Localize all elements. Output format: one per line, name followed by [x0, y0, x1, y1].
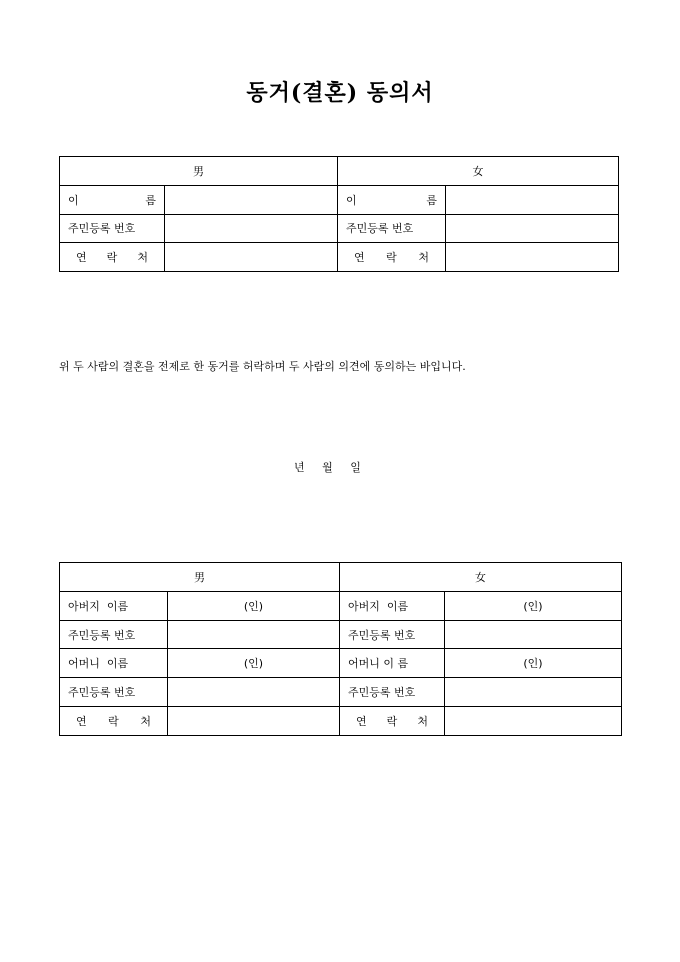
female-header: 女 — [338, 157, 619, 186]
table-row — [60, 157, 619, 186]
parents-info-table — [59, 562, 622, 736]
male-parents-contact-field[interactable] — [168, 707, 340, 736]
table-row — [60, 678, 622, 707]
male-father-id-field[interactable] — [168, 620, 340, 649]
female-contact-label: 연 락 처 — [338, 243, 446, 272]
female-parents-contact-label: 연 락 처 — [340, 707, 445, 736]
seal-mark: (인) — [523, 599, 543, 613]
seal-mark: (인) — [523, 657, 543, 671]
table-row — [60, 649, 622, 678]
month-label: 월 — [322, 461, 333, 474]
table-row — [60, 214, 619, 243]
female-father-name-label: 아버지 이름 — [340, 591, 445, 620]
table-row — [60, 243, 619, 272]
male-father-name-label: 아버지 이름 — [60, 591, 168, 620]
seal-mark: (인) — [243, 599, 264, 613]
table-row — [60, 563, 622, 592]
male-name-label: 이 름 — [60, 185, 165, 214]
female-parents-contact-field[interactable] — [445, 707, 622, 736]
male-contact-field[interactable] — [165, 243, 338, 272]
table-row — [60, 185, 619, 214]
male-father-name-field[interactable] — [168, 591, 340, 620]
male-header: 男 — [60, 157, 338, 186]
female-mother-id-field[interactable] — [445, 678, 622, 707]
male-name-field[interactable] — [165, 185, 338, 214]
female-mother-id-label: 주민등록 번호 — [340, 678, 445, 707]
male-parents-header: 男 — [60, 563, 340, 592]
consent-statement: 위 두 사람의 결혼을 전제로 한 동거를 허락하며 두 사람의 의견에 동의하는 바입니다. — [59, 360, 466, 373]
seal-mark: (인) — [243, 657, 264, 671]
table-row — [60, 620, 622, 649]
male-father-id-label: 주민등록 번호 — [60, 620, 168, 649]
female-mother-name-field[interactable] — [445, 649, 622, 678]
female-id-field[interactable] — [446, 214, 619, 243]
male-id-label: 주민등록 번호 — [60, 214, 165, 243]
couple-info-table — [59, 156, 619, 272]
female-id-label: 주민등록 번호 — [338, 214, 446, 243]
male-mother-name-field[interactable] — [168, 649, 340, 678]
female-father-name-field[interactable] — [445, 591, 622, 620]
male-parents-contact-label: 연 락 처 — [60, 707, 168, 736]
day-label: 일 — [350, 461, 361, 474]
male-mother-id-label: 주민등록 번호 — [60, 678, 168, 707]
female-mother-name-label: 어머니 이 름 — [340, 649, 445, 678]
male-mother-id-field[interactable] — [168, 678, 340, 707]
female-parents-header: 女 — [340, 563, 622, 592]
male-mother-name-label: 어머니 이름 — [60, 649, 168, 678]
female-name-label: 이 름 — [338, 185, 446, 214]
female-contact-field[interactable] — [446, 243, 619, 272]
male-contact-label: 연 락 처 — [60, 243, 165, 272]
male-id-field[interactable] — [165, 214, 338, 243]
year-label: 년 — [294, 461, 305, 474]
female-father-id-label: 주민등록 번호 — [340, 620, 445, 649]
female-father-id-field[interactable] — [445, 620, 622, 649]
female-name-field[interactable] — [446, 185, 619, 214]
document-title: 동거(결혼) 동의서 — [246, 80, 434, 106]
date-line — [294, 459, 361, 475]
table-row — [60, 591, 622, 620]
table-row — [60, 707, 622, 736]
